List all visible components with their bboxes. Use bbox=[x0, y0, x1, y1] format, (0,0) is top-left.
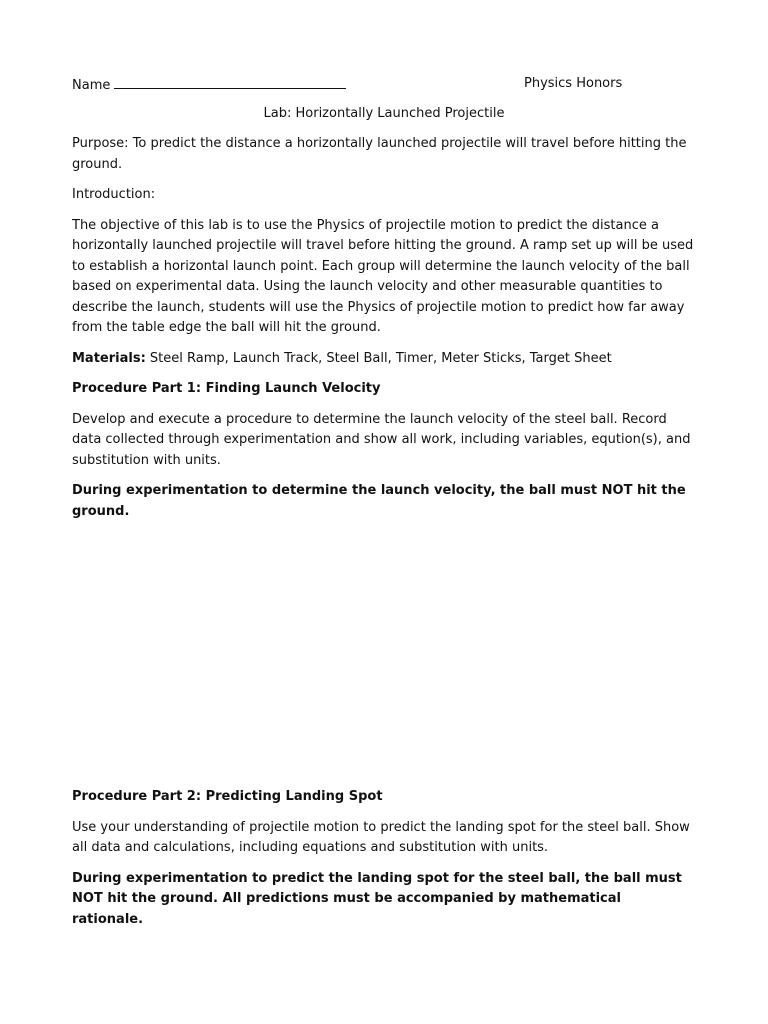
part2-warning: During experimentation to predict the landing spot for the steel ball, the ball must NOT hit the ground. All predictions must be accompanied by mathematical rationale. bbox=[72, 870, 682, 927]
purpose-text: To predict the distance a horizontally launched projectile will travel before hitting the ground. bbox=[72, 136, 687, 172]
part1-warning: During experimentation to determine the launch velocity, the ball must NOT hit the ground. bbox=[72, 483, 686, 519]
part1-heading: Procedure Part 1: Finding Launch Velocity bbox=[72, 381, 381, 396]
introduction-text: The objective of this lab is to use the Physics of projectile motion to predict the distance a horizontally launched projectile will travel before hitting the ground. A ramp set up will be used to establish a horizontal launch point. Each group will determine the launch velocity of the ball based on experimental data. Using the launch velocity and other measurable quantities to describe the launch, students will use the Physics of projectile motion to predict how far away from the table edge the ball will hit the ground. bbox=[72, 217, 694, 335]
name-field-label bbox=[72, 74, 346, 97]
part2-text: Use your understanding of projectile motion to predict the landing spot for the steel ball. Show all data and calculations, including equations and substitution with units. bbox=[72, 819, 690, 855]
course-name: Physics Honors bbox=[524, 76, 623, 91]
lab-title: Lab: Horizontally Launched Projectile bbox=[263, 106, 505, 121]
part1-text: Develop and execute a procedure to determine the launch velocity of the steel ball. Record data collected through experimentation and show all work, including variables, eqution(s), and substitution with units. bbox=[72, 411, 691, 468]
header-row bbox=[72, 74, 696, 94]
materials-label: Materials: bbox=[72, 350, 146, 366]
name-label-text: Name bbox=[72, 78, 111, 93]
introduction-heading: Introduction: bbox=[72, 187, 156, 202]
materials-text: Steel Ramp, Launch Track, Steel Ball, Timer, Meter Sticks, Target Sheet bbox=[145, 350, 612, 366]
purpose-paragraph bbox=[72, 134, 696, 175]
purpose-label: Purpose: bbox=[72, 136, 129, 151]
part2-heading: Procedure Part 2: Predicting Landing Spot bbox=[72, 789, 383, 804]
name-blank-line[interactable] bbox=[114, 74, 346, 89]
worksheet-page bbox=[72, 74, 696, 930]
answer-space-part1[interactable] bbox=[72, 522, 696, 777]
materials-paragraph bbox=[72, 349, 696, 370]
